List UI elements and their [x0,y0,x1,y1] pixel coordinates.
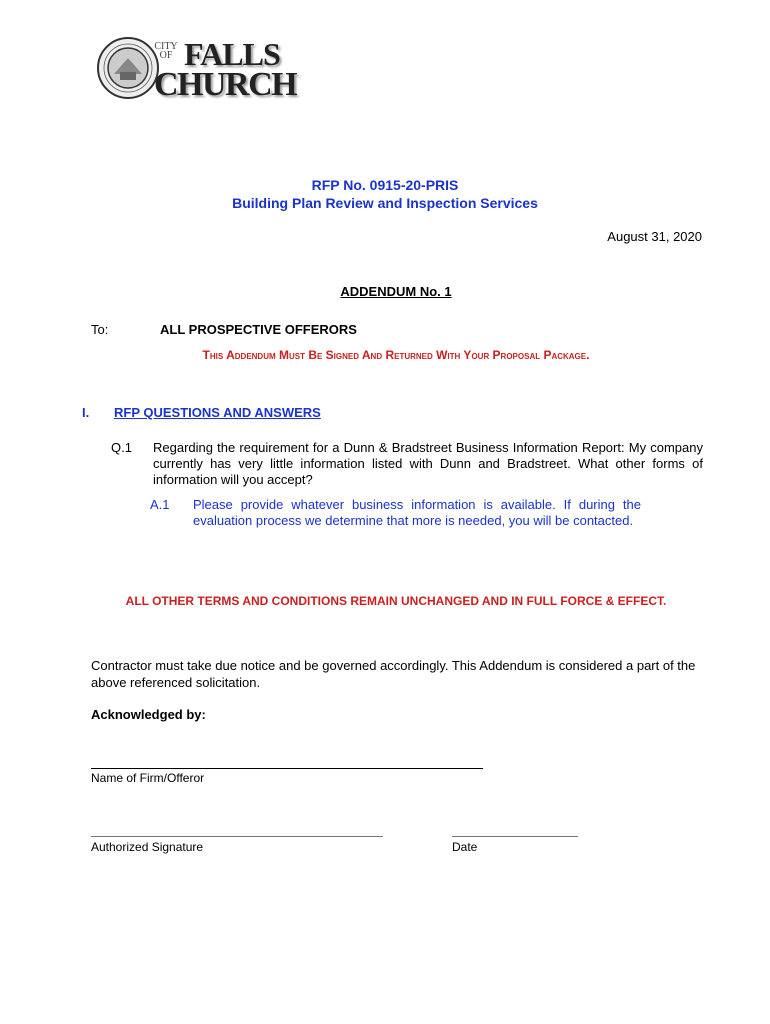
date-label: Date [452,840,478,854]
rfp-number: RFP No. 0915-20-PRIS [311,177,459,193]
section-title: RFP QUESTIONS AND ANSWERS [114,405,321,420]
city-seal-icon [96,36,160,100]
document-date: August 31, 2020 [607,229,702,244]
to-label: To: [91,322,109,337]
question-number: Q.1 [111,440,132,455]
rfp-title: Building Plan Review and Inspection Services [232,195,538,211]
terms-statement: ALL OTHER TERMS AND CONDITIONS REMAIN UNCHANGED AND IN FULL FORCE & EFFECT. [125,594,667,608]
firm-name-line [91,768,483,769]
logo-church: CHURCH [154,66,297,103]
question-text: Regarding the requirement for a Dunn & Bradstreet Business Information Report: My company currently has very little information listed with Dunn and Bradstreet. What other forms of information will you accept? [153,440,703,487]
answer-number: A.1 [150,497,170,512]
return-notice: This Addendum Must Be Signed And Returned With Your Proposal Package. [202,348,590,362]
answer-text: Please provide whatever business information is available. If during the evaluation process we determine that more is needed, you will be contacted. [193,497,641,528]
section-number: I. [82,405,90,420]
city-logo [96,36,296,108]
addendum-title: ADDENDUM No. 1 [340,284,452,299]
signature-line [91,836,383,837]
to-value: ALL PROSPECTIVE OFFERORS [160,322,357,337]
acknowledged-by-label: Acknowledged by: [91,707,206,722]
contractor-notice: Contractor must take due notice and be governed accordingly. This Addendum is considered a part of the above referenced solicitation. [91,658,696,690]
firm-name-label: Name of Firm/Offeror [91,771,205,785]
logo-falls: FALLS [184,36,280,72]
signature-label: Authorized Signature [91,840,204,854]
date-line [452,836,578,837]
logo-city-of: CITY OF [154,41,178,61]
